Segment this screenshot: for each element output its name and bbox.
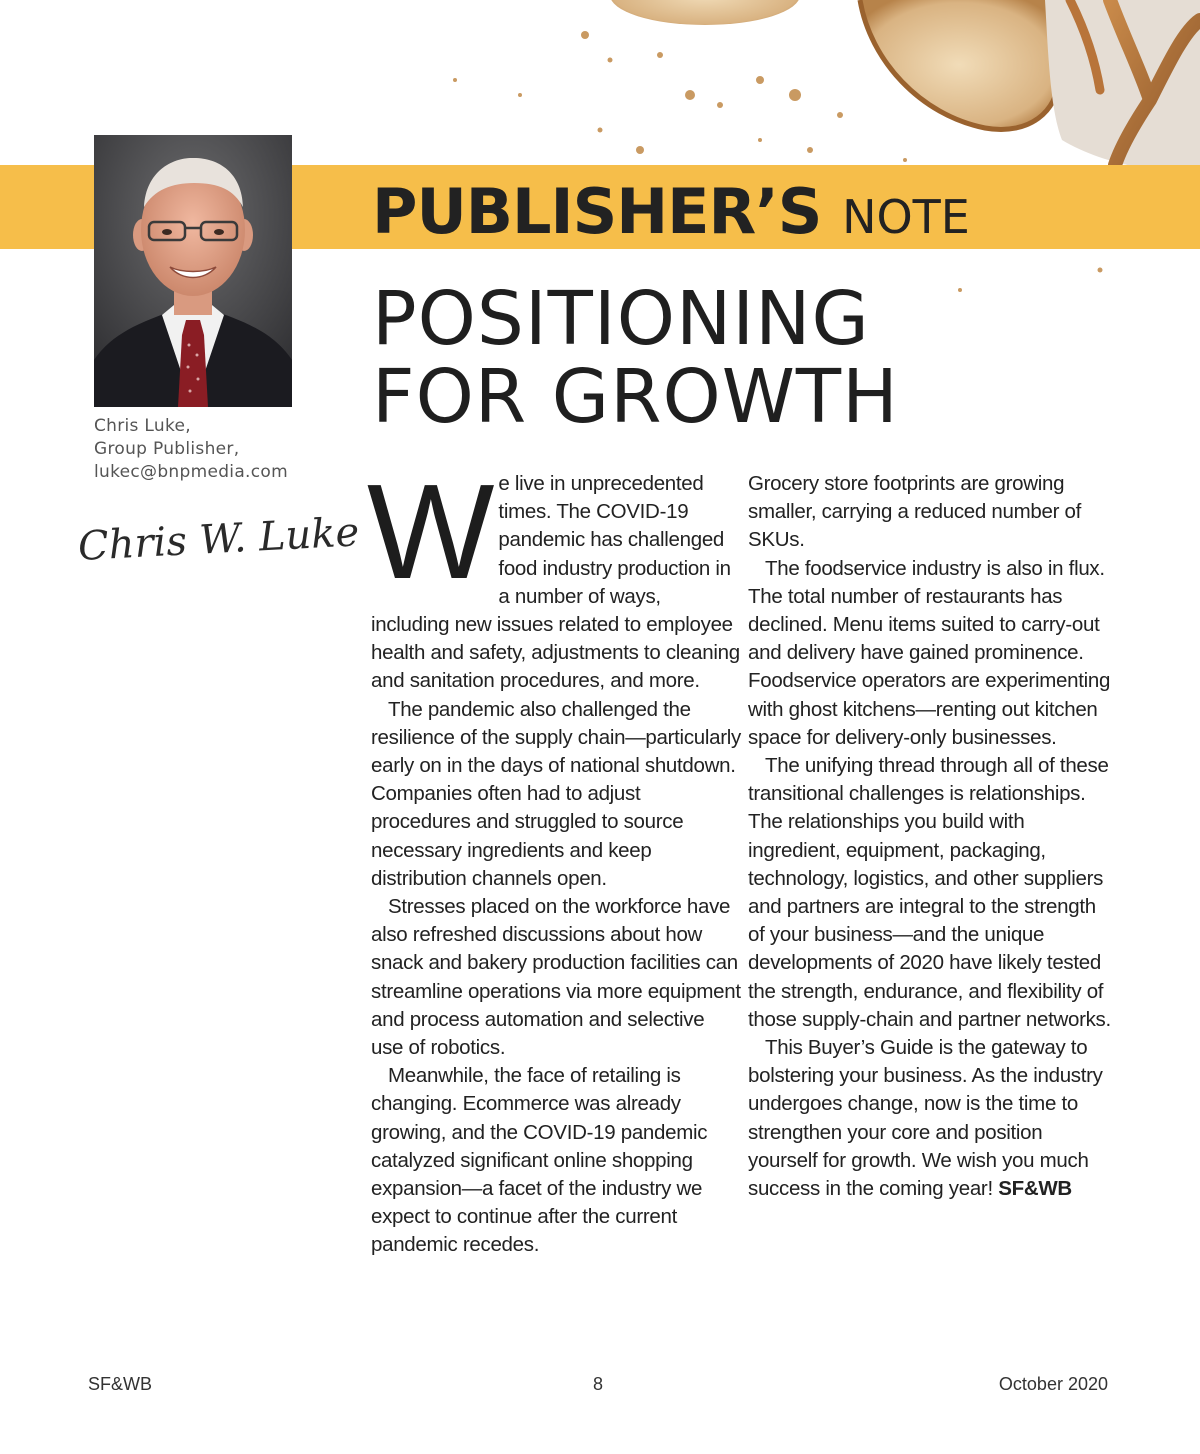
- svg-text:Chris W. Luke: Chris W. Luke: [76, 509, 361, 570]
- footer-publication: SF&WB: [88, 1374, 153, 1394]
- publisher-email: lukec@bnpmedia.com: [94, 462, 288, 482]
- article-column-2: [748, 470, 1113, 1203]
- article-headline: [372, 276, 1072, 440]
- paragraph-4: Meanwhile, the face of retailing is changing. Ecommerce was already growing, and the COVID-19 pandemic catalyzed significant online shopping expansion—a facet of the industry we expect to continue after the current pandemic recedes.: [371, 1064, 708, 1257]
- paragraph-8-text: This Buyer’s Guide is the gateway to bolstering your business. As the industry undergoes change, now is the time to strengthen your core and position yourself for growth. We wish you much success in the coming year!: [748, 1036, 1103, 1201]
- publisher-signature: [72, 502, 361, 574]
- paragraph-7: The unifying thread through all of these transitional challenges is relationships. The relationships you build with ingredient, equipment, packaging, technology, logistics, and other suppliers and partners are integral to the strength of your business—and the unique developments of 2020 have likely tested the strength, endurance, and flexibility of those supply-chain and partner networks.: [748, 754, 1111, 1031]
- publisher-name: Chris Luke,: [94, 416, 191, 436]
- paragraph-8: [748, 1034, 1113, 1203]
- section-title-bold: PUBLISHER’S: [372, 175, 822, 248]
- drop-cap: W: [367, 456, 489, 607]
- publisher-byline: [94, 415, 334, 484]
- article-column-1: [367, 456, 741, 1260]
- paragraph-1-text: e live in unprecedented times. The COVID-19 pandemic has challenged food industry production in a number of ways, including new issues related to employee health and safety, adjustments to cleaning and sanitation procedures, and more.: [371, 472, 740, 693]
- footer-date: October 2020: [998, 1374, 1108, 1394]
- footer-page-number: 8: [593, 1374, 604, 1394]
- paragraph-2: The pandemic also challenged the resilience of the supply chain—particularly early on in the days of national shutdown. Companies often had to adjust procedures and struggled to source necessary ingredients and keep distribution channels open.: [371, 697, 741, 890]
- paragraph-6: The foodservice industry is also in flux. The total number of restaurants has declined. Menu items suited to carry-out and delivery have gained prominence. Foodservice operators are experimenting with ghost kitchens—renting out kitchen space for delivery-only businesses.: [748, 556, 1111, 749]
- paragraph-3: Stresses placed on the workforce have also refreshed discussions about how snack and bakery production facilities can streamline operations via more equipment and process automation and selective use of robotics.: [371, 895, 741, 1060]
- headline-line-2: FOR GROWTH: [372, 354, 899, 440]
- signoff-mark: SF&WB: [998, 1177, 1072, 1201]
- headline-line-1: POSITIONING: [372, 276, 870, 362]
- publisher-role: Group Publisher,: [94, 439, 240, 459]
- section-title: [372, 172, 970, 257]
- paragraph-1: [367, 456, 741, 696]
- paragraph-5: Grocery store footprints are growing smaller, carrying a reduced number of SKUs.: [748, 472, 1082, 552]
- section-title-light: NOTE: [842, 190, 970, 244]
- publisher-portrait: [94, 135, 292, 407]
